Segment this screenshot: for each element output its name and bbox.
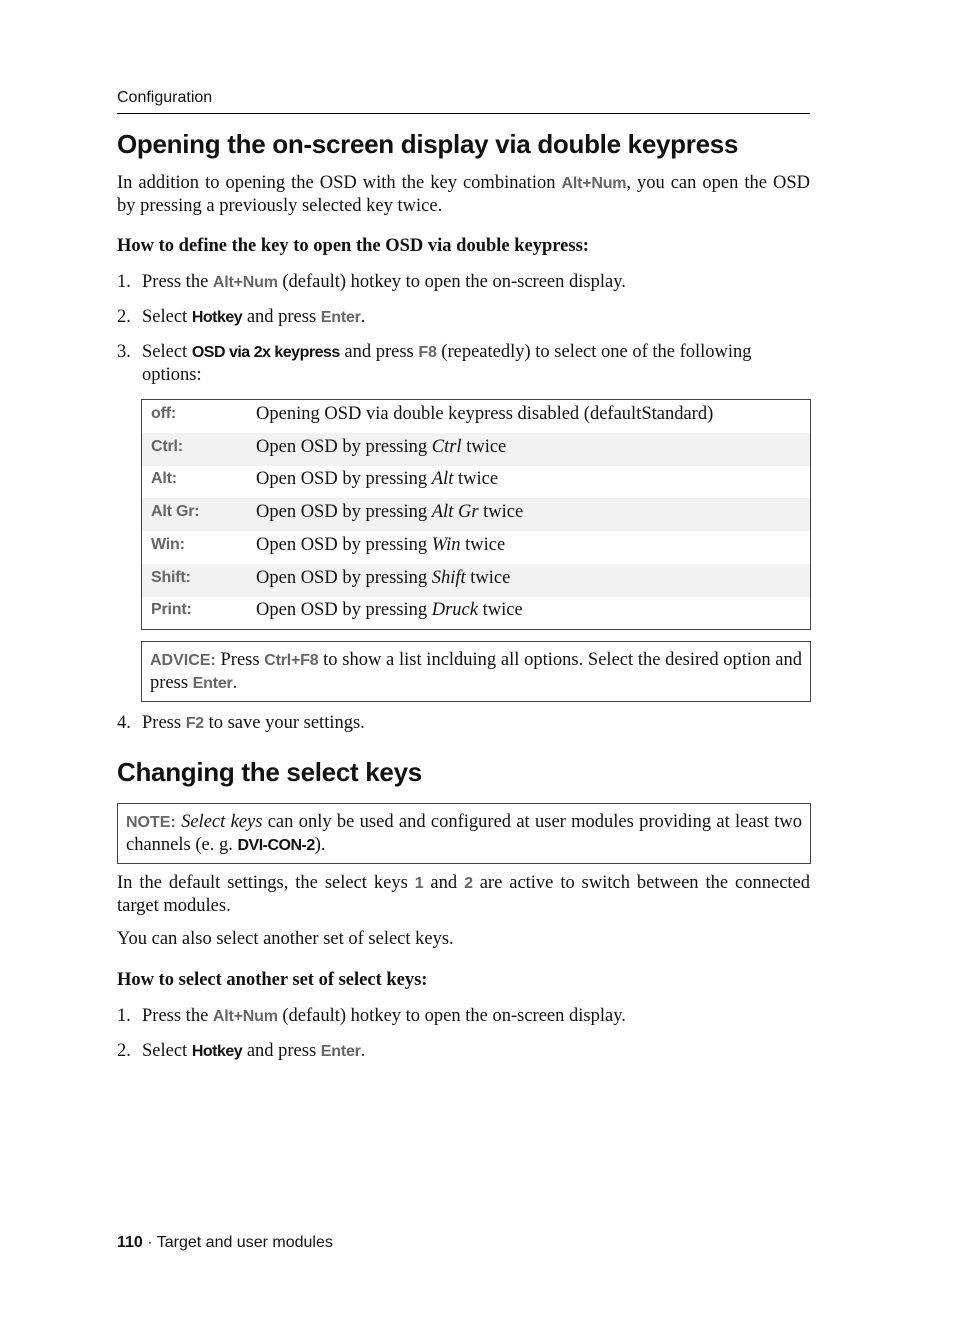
section-title-select-keys: Changing the select keys [117,757,422,787]
option-row: Shift: Open OSD by pressing Shift twice [142,564,810,597]
key-alt-num: Alt+Num [212,1008,278,1025]
note-label: NOTE: [126,814,176,831]
intro-paragraph: In addition to opening the OSD with the key combination Alt+Num, you can open the OSD by pressing a previously selected key twice. [117,173,811,216]
key-enter: Enter [320,1043,361,1060]
option-row: Alt Gr: Open OSD by pressing Alt Gr twice [142,498,810,531]
advice-label: ADVICE: [150,652,216,669]
menu-hotkey: Hotkey [191,1043,243,1060]
key-1: 1 [414,875,424,892]
running-header [117,89,810,114]
key-f8: F8 [418,344,437,361]
page-footer: 110 · Target and user modules [117,1234,333,1251]
howto-heading-2: How to select another set of select keys: [117,970,428,990]
advice-box: ADVICE: Press Ctrl+F8 to show a list inclduing all options. Select the desired option and press Enter. [141,641,811,702]
option-row: Ctrl: Open OSD by pressing Ctrl twice [142,433,810,466]
key-f2: F2 [185,715,204,732]
key-enter: Enter [320,309,361,326]
another-set-paragraph: You can also select another set of select keys. [117,929,454,949]
option-row: Alt: Open OSD by pressing Alt twice [151,469,499,489]
howto-heading-1: How to define the key to open the OSD via double keypress: [117,236,589,256]
note-box: NOTE: Select keys can only be used and configured at user modules providing at least two channels (e. g. DVI-CON-2). [117,803,811,864]
model-dvi-con-2: DVI-CON-2 [237,837,315,854]
select-keys-paragraph: In the default settings, the select keys 1 and 2 are active to switch between the connected target modules. [117,873,811,916]
options-table [141,399,811,630]
key-enter: Enter [192,675,233,692]
option-row: Win: Open OSD by pressing Win twice [151,535,506,555]
key-2: 2 [464,875,473,892]
key-alt-num: Alt+Num [561,175,627,192]
option-row: off: Opening OSD via double keypress disabled (defaultStandard) [151,404,714,424]
key-ctrl-f8: Ctrl+F8 [264,652,319,669]
option-row: Print: Open OSD by pressing Druck twice [151,600,523,620]
header-section: Configuration [117,89,213,106]
menu-osd-via-2x-keypress: OSD via 2x keypress [191,344,340,361]
menu-hotkey: Hotkey [191,309,243,326]
key-alt-num: Alt+Num [212,274,278,291]
footer-title: Target and user modules [156,1234,333,1251]
page-number: 110 [117,1234,143,1251]
section-title-double-keypress: Opening the on-screen display via double keypress [117,129,739,159]
